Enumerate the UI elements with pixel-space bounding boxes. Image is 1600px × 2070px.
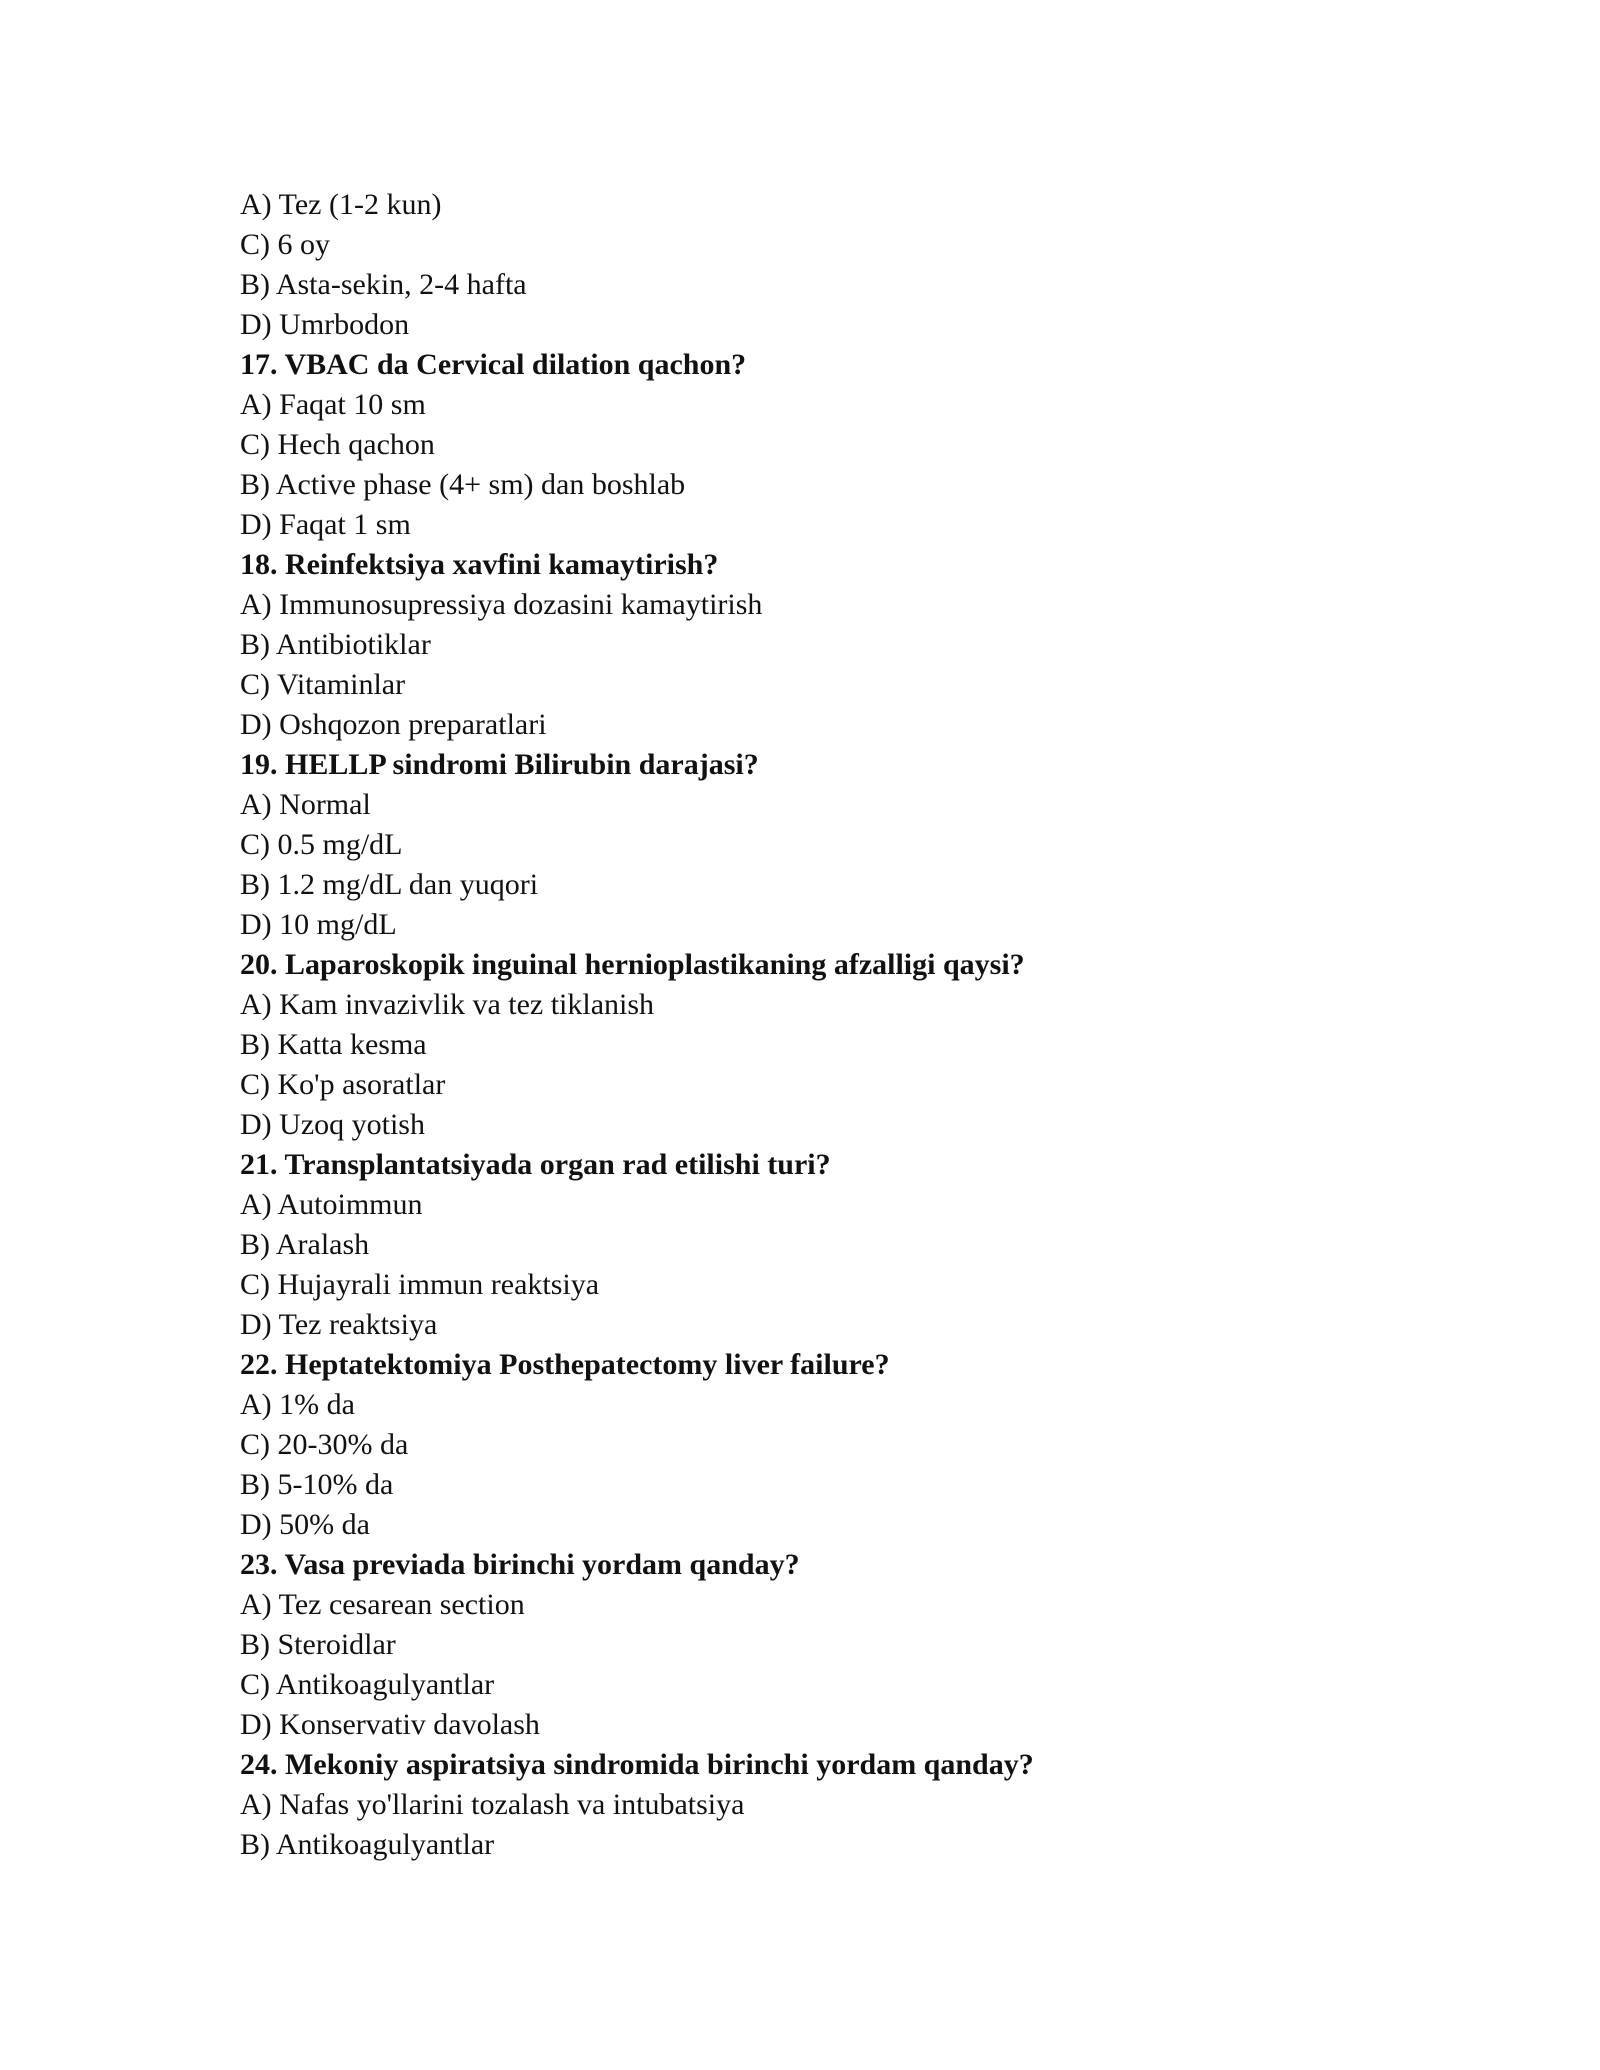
- option-line: B) Steroidlar: [240, 1628, 396, 1661]
- question-title: 20. Laparoskopik inguinal hernioplastikaning afzalligi qaysi?: [240, 948, 1025, 981]
- option-line: C) 0.5 mg/dL: [240, 828, 403, 861]
- question-title: 22. Heptatektomiya Posthepatectomy liver failure?: [240, 1348, 890, 1381]
- option-line: A) Nafas yo'llarini tozalash va intubatsiya: [240, 1788, 745, 1821]
- question-title: 17. VBAC da Cervical dilation qachon?: [240, 348, 747, 381]
- question-block-24: [240, 1745, 1440, 1865]
- option-line: D) Oshqozon preparatlari: [240, 708, 547, 741]
- question-title: 18. Reinfektsiya xavfini kamaytirish?: [240, 548, 719, 581]
- option-line: A) Tez cesarean section: [240, 1588, 525, 1621]
- option-line: B) 1.2 mg/dL dan yuqori: [240, 868, 539, 901]
- option-line: C) Hech qachon: [240, 428, 435, 461]
- question-title: 24. Mekoniy aspiratsiya sindromida birinchi yordam qanday?: [240, 1748, 1034, 1781]
- option-line: D) Konservativ davolash: [240, 1708, 540, 1741]
- option-line: C) Hujayrali immun reaktsiya: [240, 1268, 600, 1301]
- question-block-19: [240, 745, 1440, 945]
- continued-options: [240, 185, 1440, 345]
- question-block-18: [240, 545, 1440, 745]
- option-line: B) Antibiotiklar: [240, 628, 431, 661]
- option-line: A) 1% da: [240, 1388, 355, 1421]
- option-line: A) Faqat 10 sm: [240, 388, 426, 421]
- option-line: D) 10 mg/dL: [240, 908, 397, 941]
- option-line: C) Ko'p asoratlar: [240, 1068, 446, 1101]
- option-line: D) Uzoq yotish: [240, 1108, 425, 1141]
- question-block-22: [240, 1345, 1440, 1545]
- option-line: C) 6 oy: [240, 228, 330, 261]
- question-block-20: [240, 945, 1440, 1145]
- option-line: A) Autoimmun: [240, 1188, 423, 1221]
- option-line: B) Aralash: [240, 1228, 370, 1261]
- question-block-23: [240, 1545, 1440, 1745]
- question-block-17: [240, 345, 1440, 545]
- option-line: C) 20-30% da: [240, 1428, 409, 1461]
- option-line: A) Immunosupressiya dozasini kamaytirish: [240, 588, 763, 621]
- option-line: D) Umrbodon: [240, 308, 410, 341]
- question-title: 21. Transplantatsiyada organ rad etilishi turi?: [240, 1148, 831, 1181]
- option-line: C) Antikoagulyantlar: [240, 1668, 495, 1701]
- option-line: B) Antikoagulyantlar: [240, 1828, 495, 1861]
- option-line: B) Active phase (4+ sm) dan boshlab: [240, 468, 686, 501]
- question-block-21: [240, 1145, 1440, 1345]
- option-line: C) Vitaminlar: [240, 668, 406, 701]
- question-title: 23. Vasa previada birinchi yordam qanday?: [240, 1548, 800, 1581]
- option-line: A) Normal: [240, 788, 371, 821]
- option-line: B) Katta kesma: [240, 1028, 427, 1061]
- option-line: D) 50% da: [240, 1508, 370, 1541]
- option-line: A) Tez (1-2 kun): [240, 188, 442, 221]
- option-line: D) Tez reaktsiya: [240, 1308, 438, 1341]
- option-line: B) Asta-sekin, 2-4 hafta: [240, 268, 527, 301]
- option-line: D) Faqat 1 sm: [240, 508, 411, 541]
- option-line: A) Kam invazivlik va tez tiklanish: [240, 988, 655, 1021]
- question-title: 19. HELLP sindromi Bilirubin darajasi?: [240, 748, 759, 781]
- quiz-content: [240, 185, 1440, 1865]
- option-line: B) 5-10% da: [240, 1468, 394, 1501]
